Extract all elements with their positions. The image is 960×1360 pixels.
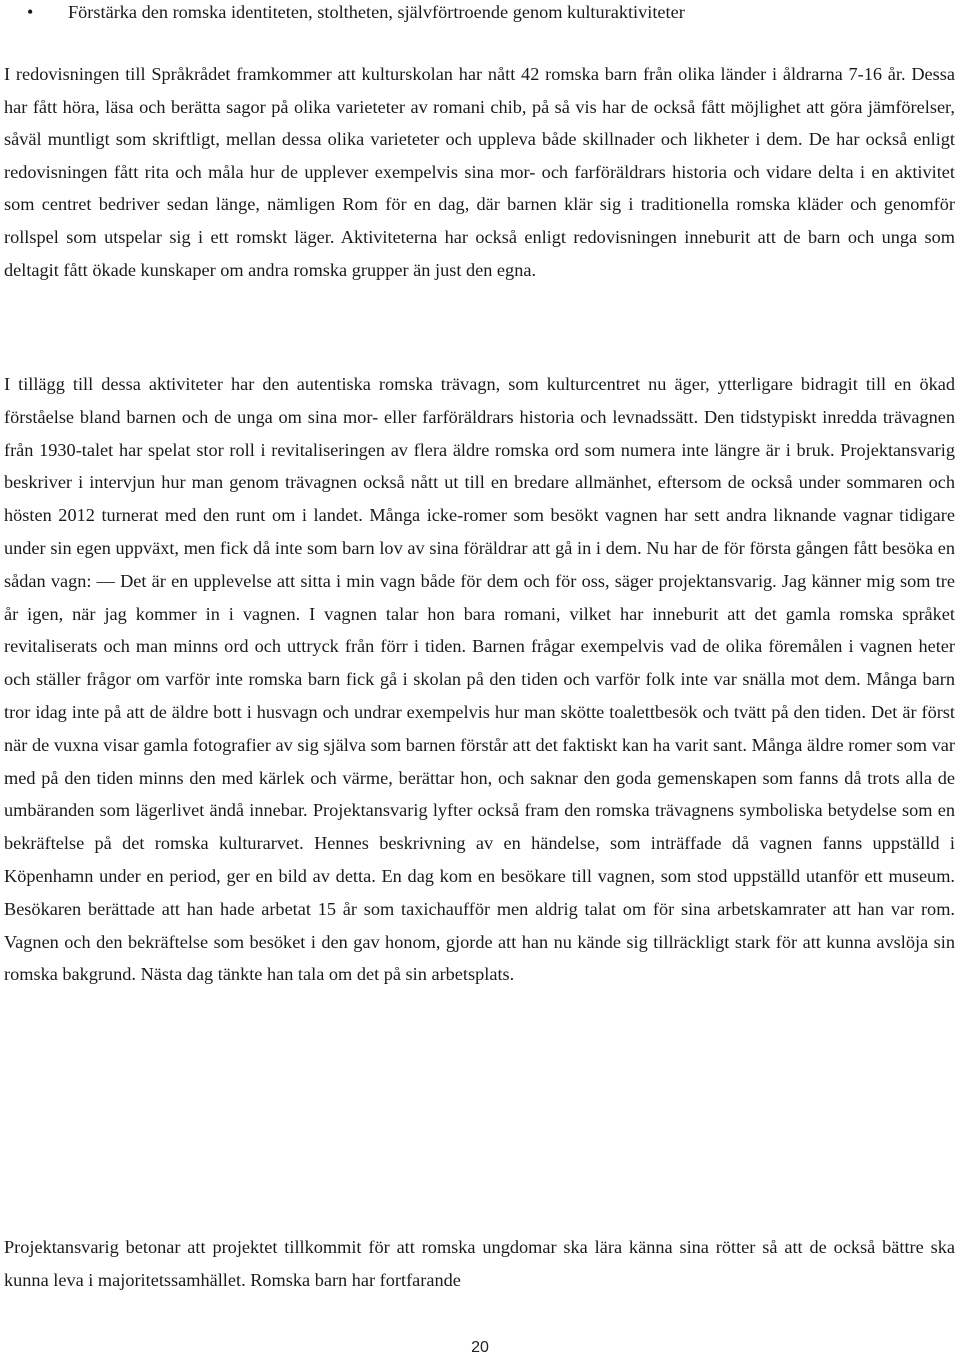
paragraph-1: I redovisningen till Språkrådet framkommer att kulturskolan har nått 42 romska barn från olika länder i åldrarna 7-16 år. Dessa har fått höra, läsa och berätta sagor på olika varieteter av romani chib, på så vis har de också fått möjlighet att göra jämförelser, såväl muntligt som skriftligt, mellan dessa olika varieteter och uppleva både skillnader och likheter i dem. De har också enligt redovisningen fått rita och måla hur de upplever exempelvis sina mor- och farföräldrars historia och vidare delta i en aktivitet som centret bedriver sedan länge, nämligen Rom för en dag, där barnen klär sig i traditionella romska kläder och genomför rollspel som utspelar sig i ett romskt läger. Aktiviteterna har också enligt redovisningen inneburit att de barn och unga som deltagit fått ökade kunskaper om andra romska grupper än just den egna. (4, 64, 955, 280)
paragraph-3: Projektansvarig betonar att projektet tillkommit för att romska ungdomar ska lära känna sina rötter så att de också bättre ska kunna leva i majoritetssamhället. Romska barn har fortfarande (4, 1237, 955, 1290)
page-number: 20 (471, 1339, 489, 1356)
paragraph-2: I tillägg till dessa aktiviteter har den autentiska romska trävagn, som kulturcentret nu äger, ytterligare bidragit till en ökad förståelse bland barnen och de unga om sina mor- eller farföräldrars historia och levnadssätt. Den tidstypiskt inredda trävagnen från 1930-talet har spelat stor roll i revitaliseringen av flera äldre romska ord som numera inte längre är i bruk. Projektansvarig beskriver i intervjun hur man genom trävagnen också nått ut till en bredare allmänhet, eftersom de också under sommaren och hösten 2012 turnerat med den runt om i landet. Många icke-romer som besökt vagnen har sett andra liknande vagnar tidigare under sin egen uppväxt, men fick då inte som barn lov av sina föräldrar att gå in i dem. Nu har de för första gången fått besöka en sådan vagn: ― Det är en upplevelse att sitta i min vagn både för dem och för oss, säger projektansvarig. Jag känner mig som tre år igen, när jag kommer in i vagnen. I vagnen talar hon bara romani, vilket har inneburit att det gamla romska språket revitaliserats och man minns ord och uttryck från förr i tiden. Barnen frågar exempelvis vad de olika föremålen i vagnen heter och ställer frågor om varför inte romska barn fick gå i skolan på den tiden och varför folk inte var snälla mot dem. Många barn tror idag inte på att de äldre bott i husvagn och undrar exempelvis hur man skötte toalettbesök och tvätt på den tiden. Det är först när de vuxna visar gamla fotografier av sig själva som barnen förstår att det faktiskt kan ha varit sant. Många äldre romer som var med på den tiden minns den med kärlek och värme, berättar hon, och saknar den goda gemenskapen som fanns då trots alla de umbäranden som lägerlivet ändå innebar. Projektansvarig lyfter också fram den romska trävagnens symboliska betydelse som en bekräftelse på det romska kulturarvet. Hennes beskrivning av en händelse, som inträffade då vagnen fanns uppställd i Köpenhamn under en period, ger en bild av detta. En dag kom en besökare till vagnen, som stod uppställd utanför ett museum. Besökaren berättade att han hade arbetat 15 år som taxichaufför men aldrig talat om för sina arbetskamrater att han var rom. Vagnen och den bekräftelse som besöket i den gav honom, gjorde att han nu kände sig tillräckligt stark för att kunna avslöja sin romska bakgrund. Nästa dag tänkte han tala om det på sin arbetsplats. (4, 374, 955, 985)
bullet-marker: • (27, 2, 34, 22)
bullet-list-item (27, 0, 948, 24)
bullet-text: Förstärka den romska identiteten, stoltheten, självförtroende genom kulturaktiviteter (68, 2, 685, 22)
